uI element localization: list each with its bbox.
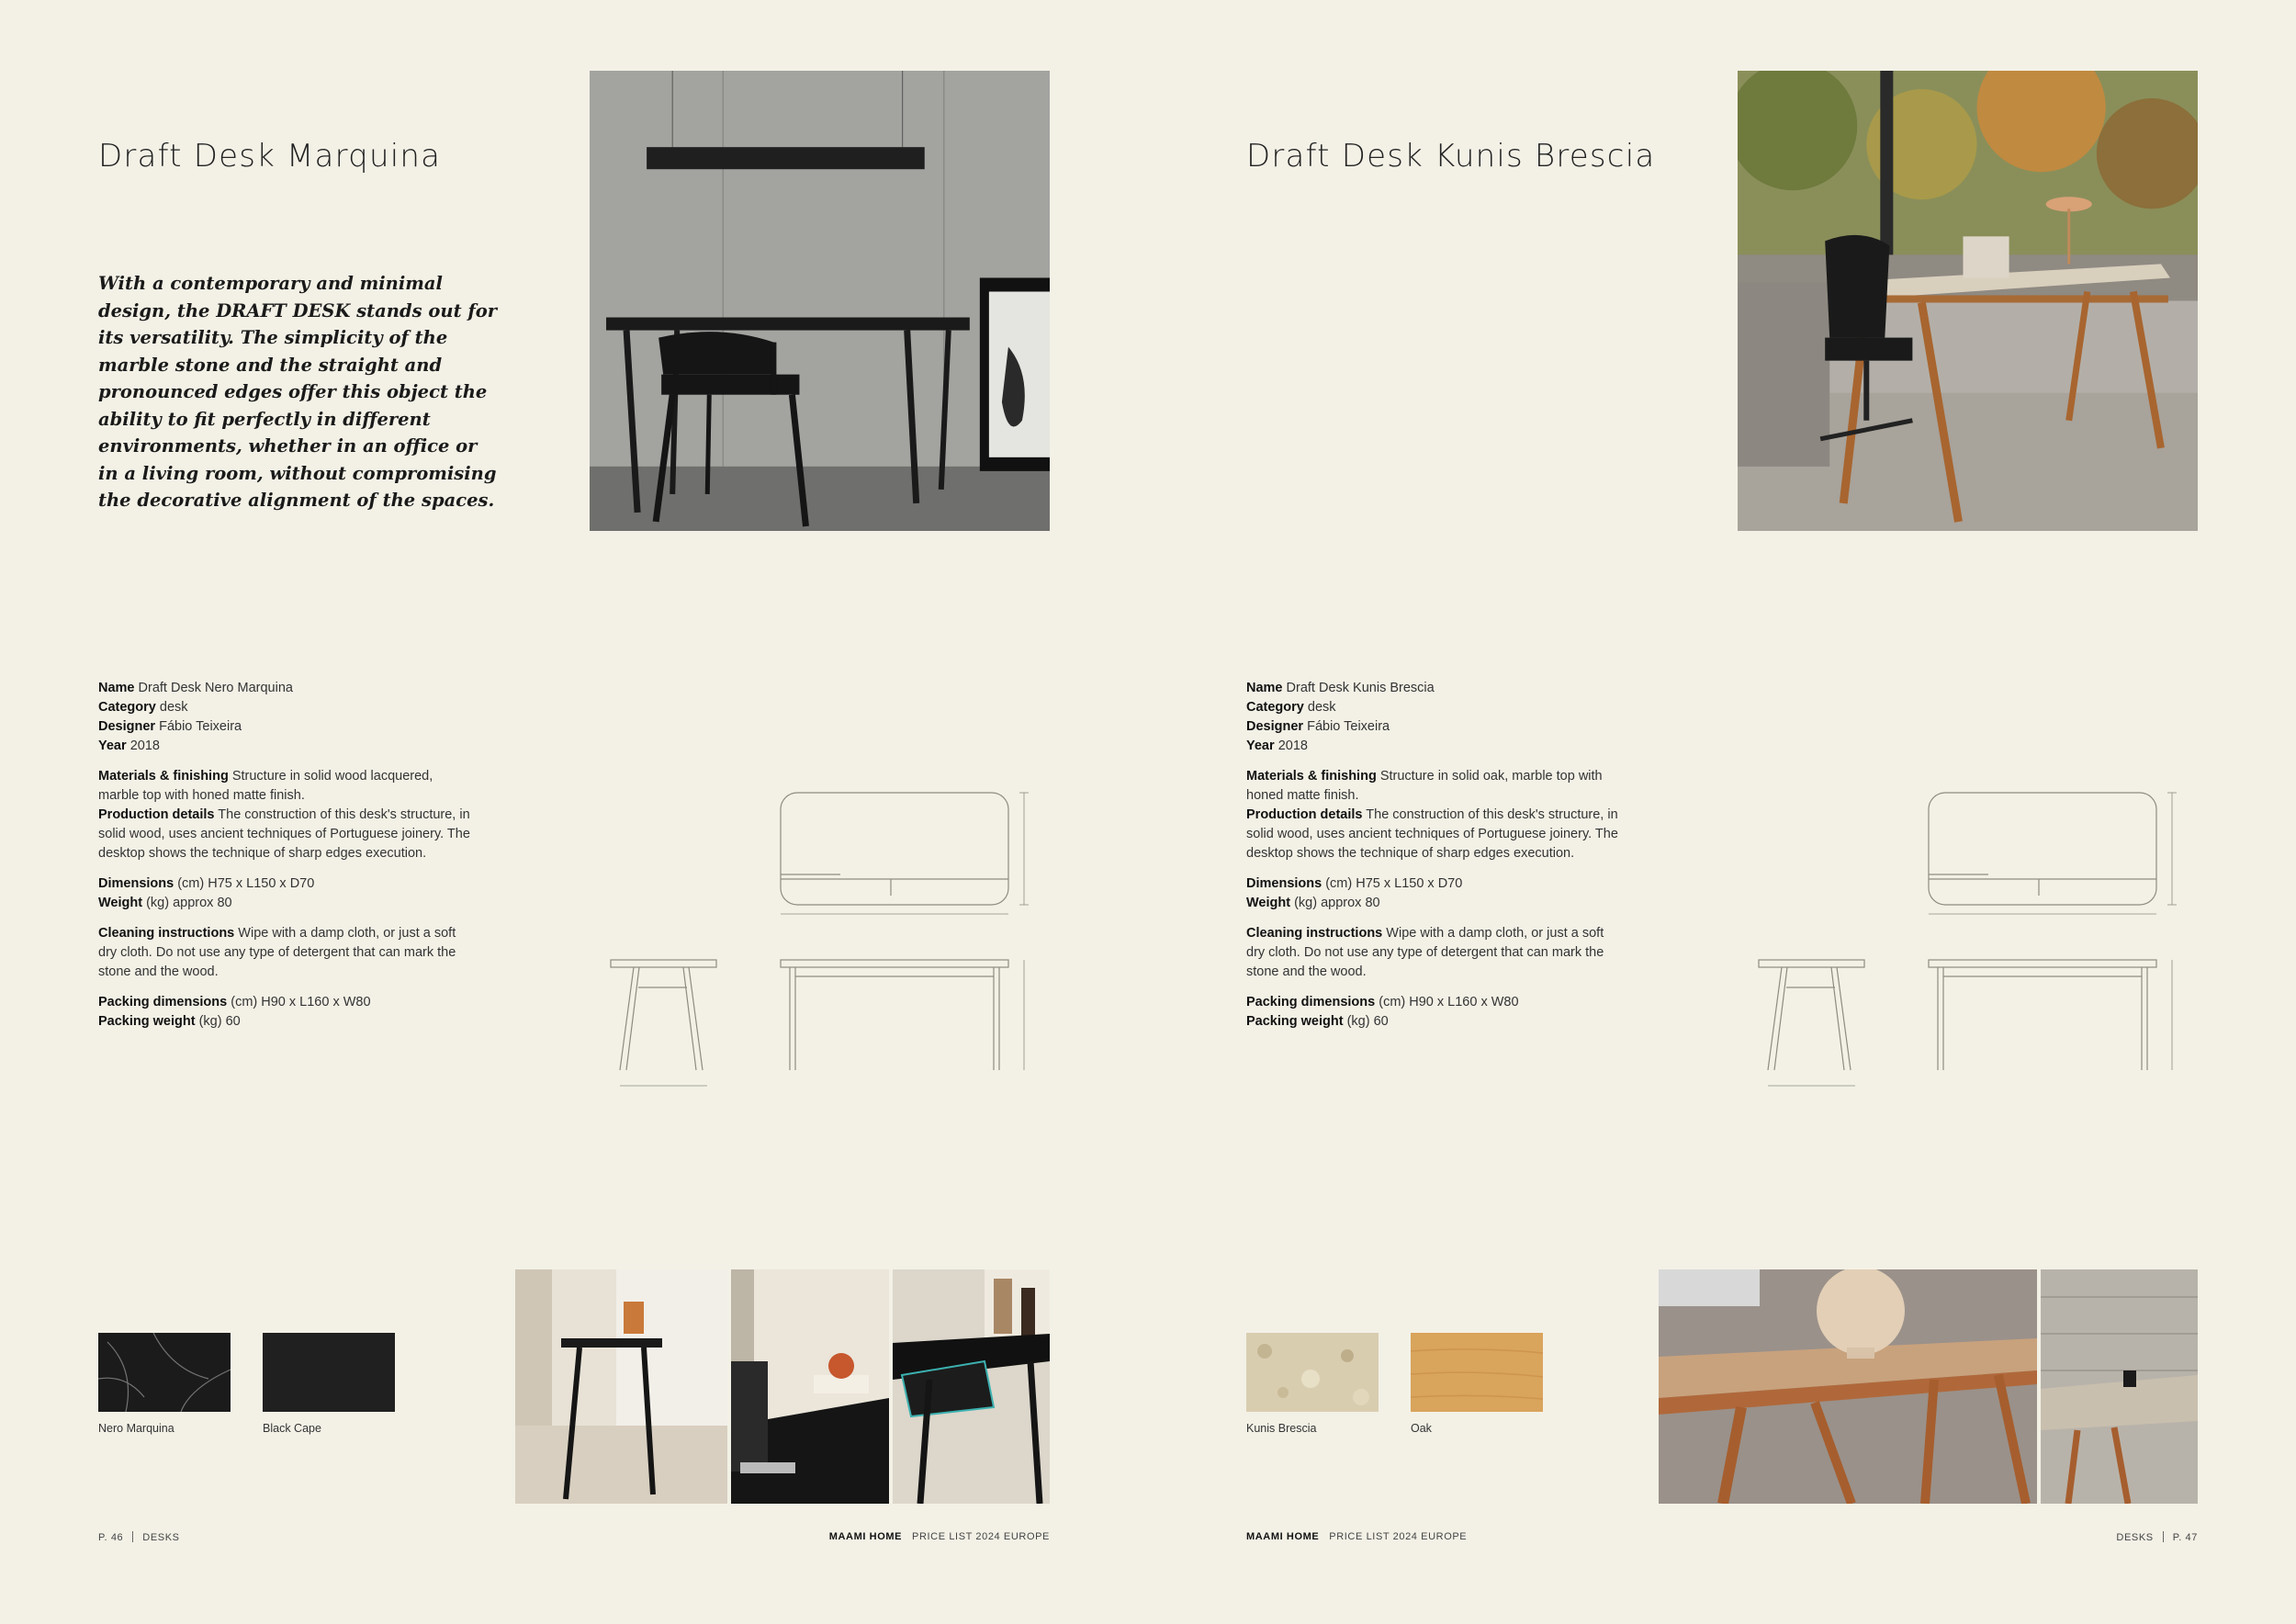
gallery-photo-2 — [731, 1269, 889, 1504]
swatch-label: Black Cape — [263, 1422, 321, 1435]
spec-group-packing — [1246, 993, 1623, 1032]
footer-right-brand — [1246, 1531, 1467, 1542]
page-title-left: Draft Desk Marquina — [98, 138, 442, 175]
spec-materials: Materials & finishing Structure in solid oak, marble top with honed matte finish. — [1246, 769, 1603, 803]
spec-weight: Weight (kg) approx 80 — [98, 896, 232, 910]
spec-designer: Designer Fábio Teixeira — [98, 719, 242, 734]
spec-group-packing — [98, 993, 475, 1032]
swatch-label: Oak — [1411, 1422, 1432, 1435]
spec-packing-dimensions: Packing dimensions (cm) H90 x L160 x W80 — [98, 995, 371, 1009]
spec-designer: Designer Fábio Teixeira — [1246, 719, 1390, 734]
spec-dimensions: Dimensions (cm) H75 x L150 x D70 — [1246, 876, 1463, 891]
document-name: PRICE LIST 2024 EUROPE — [1329, 1531, 1468, 1542]
spec-year: Year 2018 — [98, 739, 160, 753]
technical-drawing-left — [606, 785, 1038, 1098]
spec-production: Production details The construction of this desk's structure, in solid wood, uses ancient techniques of Portuguese joinery. The desktop shows the technique of sharp edges execution. — [1246, 807, 1618, 861]
spec-group-materials — [1246, 767, 1623, 863]
divider — [132, 1531, 133, 1542]
spec-packing-dimensions: Packing dimensions (cm) H90 x L160 x W80 — [1246, 995, 1519, 1009]
gallery-photo-4 — [1659, 1269, 2037, 1504]
spec-name: Name Draft Desk Kunis Brescia — [1246, 681, 1435, 695]
spec-materials: Materials & finishing Structure in solid wood lacquered, marble top with honed matte finish. — [98, 769, 433, 803]
spec-category: Category desk — [1246, 700, 1336, 715]
spec-group-dimensions — [98, 874, 475, 913]
swatch-kunis-brescia — [1246, 1333, 1379, 1412]
divider — [2163, 1531, 2164, 1542]
footer-left-brand — [806, 1531, 1050, 1542]
brand-name: MAAMI HOME — [1246, 1531, 1320, 1542]
spec-group-identity — [98, 679, 475, 756]
footer-left-pagination — [98, 1531, 180, 1543]
section-name: DESKS — [2116, 1532, 2154, 1543]
specs-left — [98, 679, 475, 1043]
gallery-photo-1 — [515, 1269, 727, 1504]
swatch-oak — [1411, 1333, 1543, 1412]
spec-production: Production details The construction of this desk's structure, in solid wood, uses ancient techniques of Portuguese joinery. The desktop shows the technique of sharp edges execution. — [98, 807, 470, 861]
intro-text: With a contemporary and minimal design, the DRAFT DESK stands out for its versatility. The simplicity of the marble stone and the straight and pronounced edges offer this object the ability to fit perfectly in different environments, whether in an office or in a living room, without compromising the decorative alignment of the spaces. — [98, 273, 498, 511]
footer-right-pagination — [2020, 1531, 2198, 1543]
swatch-nero-marquina — [98, 1333, 231, 1412]
gallery-photo-5 — [2041, 1269, 2198, 1504]
swatch-label: Nero Marquina — [98, 1422, 174, 1435]
spec-group-cleaning — [98, 924, 475, 982]
section-name: DESKS — [142, 1532, 180, 1543]
page-number: P. 47 — [2172, 1532, 2198, 1543]
spec-group-identity — [1246, 679, 1623, 756]
gallery-photo-3 — [893, 1269, 1050, 1504]
spec-packing-weight: Packing weight (kg) 60 — [98, 1014, 241, 1029]
document-name: PRICE LIST 2024 EUROPE — [912, 1531, 1050, 1542]
spec-name: Name Draft Desk Nero Marquina — [98, 681, 293, 695]
spec-group-materials — [98, 767, 475, 863]
swatch-label: Kunis Brescia — [1246, 1422, 1317, 1435]
spec-weight: Weight (kg) approx 80 — [1246, 896, 1380, 910]
spec-dimensions: Dimensions (cm) H75 x L150 x D70 — [98, 876, 315, 891]
spec-group-cleaning — [1246, 924, 1623, 982]
swatch-black-cape — [263, 1333, 395, 1412]
page-number: P. 46 — [98, 1532, 124, 1543]
spec-cleaning: Cleaning instructions Wipe with a damp cloth, or just a soft dry cloth. Do not use any type of detergent that can mark the stone and the wood. — [98, 926, 456, 979]
spec-group-dimensions — [1246, 874, 1623, 913]
hero-photo-marquina — [590, 71, 1050, 531]
spec-year: Year 2018 — [1246, 739, 1308, 753]
spec-cleaning: Cleaning instructions Wipe with a damp cloth, or just a soft dry cloth. Do not use any type of detergent that can mark the stone and the wood. — [1246, 926, 1604, 979]
technical-drawing-right — [1754, 785, 2186, 1098]
spec-category: Category desk — [98, 700, 188, 715]
brand-name: MAAMI HOME — [828, 1531, 903, 1542]
hero-photo-kunis-brescia — [1738, 71, 2198, 531]
page-title-right: Draft Desk Kunis Brescia — [1246, 138, 1656, 175]
specs-right — [1246, 679, 1623, 1043]
spec-packing-weight: Packing weight (kg) 60 — [1246, 1014, 1389, 1029]
